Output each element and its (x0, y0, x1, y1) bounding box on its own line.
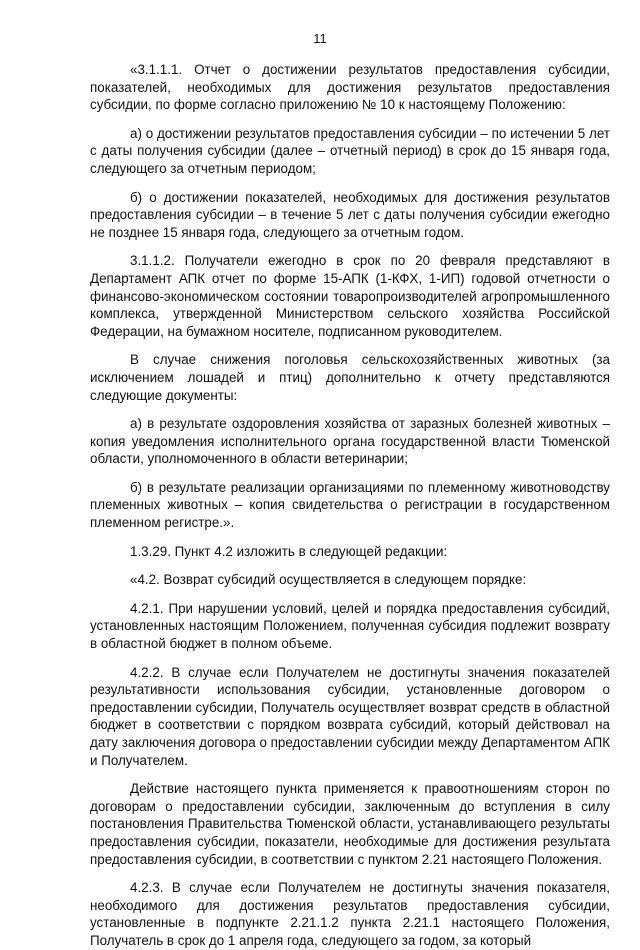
page-number: 11 (313, 31, 327, 46)
paragraph-disease-recovery: а) в результате оздоровления хозяйства от заразных болезней животных – копия уведомления исполнительного органа государственной власти Тюменской области, уполномоченного в области ветеринарии; (90, 416, 610, 467)
paragraph-clause-application: Действие настоящего пункта применяется к правоотношениям сторон по договорам о предоставлении субсидии, заключенным до вступления в силу постановления Правительства Тюменской области, устанавливающего результаты предоставления субсидии, показатели, необходимые для достижения результата предоставления субсидии, в соответствии с пунктом 2.21 настоящего Положения. (90, 781, 610, 867)
paragraph-4-2-1: 4.2.1. При нарушении условий, целей и порядка предоставления субсидий, установленных настоящим Положением, полученная субсидия подлежит возврату в областной бюджет в полном объеме. (90, 600, 610, 652)
paragraph-4-2: «4.2. Возврат субсидий осуществляется в следующем порядке: (130, 572, 527, 588)
paragraph-4-2-2: 4.2.2. В случае если Получателем не достигнуты значения показателей результативности использования субсидии, установленные договором о предоставлении субсидии, Получатель осуществляет возврат средств в областной бюджет в соответствии с порядком возврата субсидий, который действовал на дату заключения договора о предоставлении субсидии между Департаментом АПК и Получателем. (90, 664, 610, 768)
paragraph-3-1-1-1: «3.1.1.1. Отчет о достижении результатов предоставления субсидии, показателей, необходимых для достижения результатов предоставления субсидии, по форме согласно приложению № 10 к настоящему Положению: (90, 62, 610, 113)
paragraph-livestock-decrease: В случае снижения поголовья сельскохозяйственных животных (за исключением лошадей и птиц) дополнительно к отчету представляются следующие документы: (90, 352, 610, 403)
paragraph-report-results: а) о достижении результатов предоставления субсидии – по истечении 5 лет с даты получения субсидии (далее – отчетный период) в срок до 15 января года, следующего за отчетным периодом; (90, 125, 610, 176)
paragraph-1-3-29: 1.3.29. Пункт 4.2 изложить в следующей редакции: (130, 543, 448, 559)
paragraph-4-2-3: 4.2.3. В случае если Получателем не достигнуты значения показателя, необходимого для достижения результатов предоставления субсидии, установленные в подпункте 2.21.1.2 пункта 2.21.1 настоящего Положения, Получатель в срок до 1 апреля года, следующего за годом, за который (90, 880, 610, 948)
paragraph-3-1-1-2: 3.1.1.2. Получатели ежегодно в срок по 20 февраля представляют в Департамент АПК отчет по форме 15-АПК (1-КФХ, 1-ИП) годовой отчетности о финансово-экономическом состоянии товаропроизводителей агропромышленного комплекса, утвержденной Министерством сельского хозяйства Российской Федерации, на бумажном носителе, подписанном руководителем. (90, 253, 610, 339)
document-body (90, 61, 610, 950)
paragraph-breeding-sale: б) в результате реализации организациями по племенному животноводству племенных животных – копия свидетельства о регистрации в государственном племенном регистре.». (90, 479, 610, 531)
paragraph-report-indicators: б) о достижении показателей, необходимых для достижения результатов предоставления субсидии – в течение 5 лет с даты получения субсидии ежегодно не позднее 15 января года, следующего за отчетным годом. (90, 189, 610, 240)
